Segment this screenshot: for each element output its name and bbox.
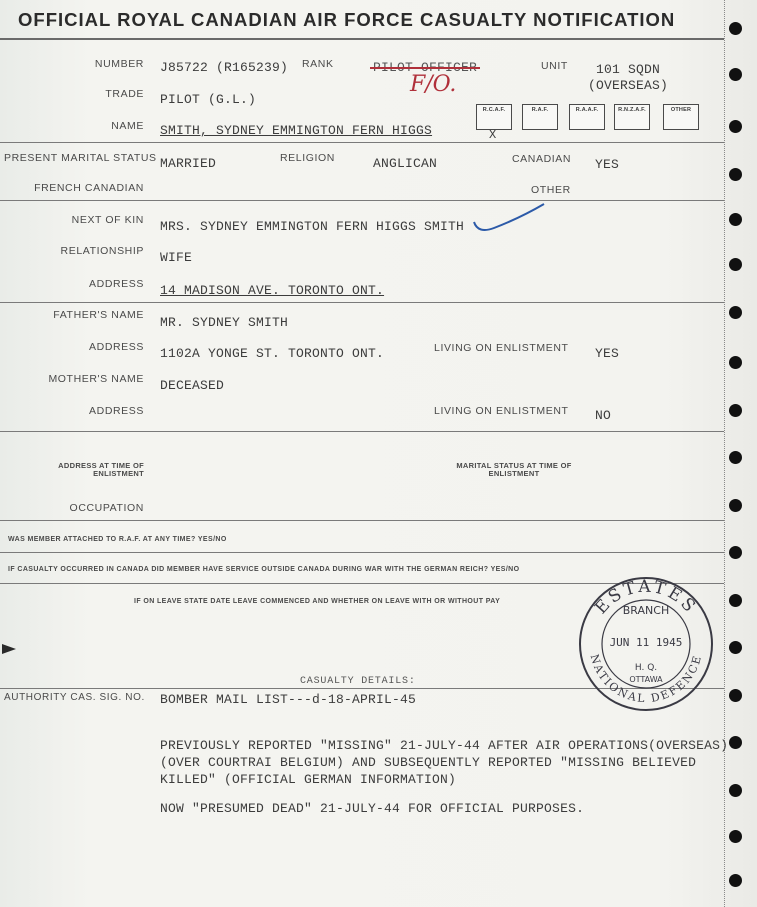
binder-hole — [729, 68, 742, 81]
name-value: SMITH, SYDNEY EMMINGTON FERN HIGGS — [160, 123, 433, 138]
casualty-details-heading: CASUALTY DETAILS: — [300, 676, 416, 687]
perforation-line — [724, 0, 726, 907]
fathers-address-value: 1102A YONGE ST. TORONTO ONT. — [160, 346, 385, 361]
binder-hole — [729, 499, 742, 512]
binder-hole — [729, 22, 742, 35]
religion-value: ANGLICAN — [373, 156, 438, 171]
authority-value: BOMBER MAIL LIST---d-18-APRIL-45 — [160, 692, 417, 707]
mother-living-value: NO — [595, 408, 612, 423]
address-at-enlistment-label: ADDRESS AT TIME OF ENLISTMENT — [58, 461, 144, 478]
canadian-label: CANADIAN — [512, 153, 572, 165]
rank-value: PILOT OFFICER — [373, 60, 478, 75]
binder-hole — [729, 120, 742, 133]
stamp-hq: H. Q. — [634, 663, 658, 673]
name-label: NAME — [111, 120, 144, 132]
binder-hole — [729, 641, 742, 654]
service-box-raaf: R.A.A.F. — [569, 104, 605, 130]
divider — [0, 302, 724, 303]
binder-hole — [729, 830, 742, 843]
divider — [0, 520, 724, 521]
marital-status-value: MARRIED — [160, 156, 217, 171]
marital-status-label: PRESENT MARITAL STATUS — [4, 152, 157, 164]
service-number: J85722 (R165239) — [160, 60, 289, 75]
service-box-raf: R.A.F. — [522, 104, 558, 130]
religion-label: RELIGION — [280, 152, 335, 164]
french-canadian-label: FRENCH CANADIAN — [34, 182, 144, 194]
unit-value-2: (OVERSEAS) — [588, 78, 669, 93]
service-box-other: OTHER — [663, 104, 699, 130]
casualty-in-canada-question: IF CASUALTY OCCURRED IN CANADA DID MEMBER HAVE SERVICE OUTSIDE CANADA DURING WAR WITH THE GERMAN REICH? YES/NO — [8, 566, 520, 573]
stamp-bottom-text: NATIONAL DEFENCE — [587, 652, 705, 706]
binder-hole — [729, 784, 742, 797]
relationship-value: WIFE — [160, 250, 193, 265]
rank-correction: F/O. — [410, 72, 457, 97]
form-title: OFFICIAL ROYAL CANADIAN AIR FORCE CASUALTY NOTIFICATION — [0, 0, 724, 40]
mothers-name-value: DECEASED — [160, 378, 225, 393]
rank-strikethrough — [370, 67, 480, 69]
marital-at-enlistment-label: MARITAL STATUS AT TIME OF ENLISTMENT — [456, 461, 572, 478]
divider — [0, 200, 724, 201]
leave-question: IF ON LEAVE STATE DATE LEAVE COMMENCED AND WHETHER ON LEAVE WITH OR WITHOUT PAY — [134, 598, 501, 605]
service-box-rcaf: R.C.A.F. — [476, 104, 512, 130]
next-of-kin-label: NEXT OF KIN — [71, 214, 144, 226]
stamp-top-text: ESTATES — [591, 576, 701, 619]
relationship-label: RELATIONSHIP — [60, 245, 144, 257]
details-line-1: PREVIOUSLY REPORTED "MISSING" 21-JULY-44 AFTER AIR OPERATIONS(OVERSEAS) — [160, 738, 729, 753]
divider — [0, 431, 724, 432]
unit-label: UNIT — [541, 60, 568, 72]
binder-hole — [729, 213, 742, 226]
service-box-mark: X — [489, 128, 497, 142]
divider — [0, 142, 724, 143]
address-value: 14 MADISON AVE. TORONTO ONT. — [160, 283, 385, 298]
mothers-address-label: ADDRESS — [89, 405, 144, 417]
binder-hole — [729, 689, 742, 702]
trade-value: PILOT (G.L.) — [160, 92, 257, 107]
trade-label: TRADE — [105, 88, 144, 100]
margin-arrow — [2, 644, 16, 654]
address-label: ADDRESS — [89, 278, 144, 290]
binder-hole — [729, 306, 742, 319]
other-label: OTHER — [531, 184, 571, 196]
binder-hole — [729, 594, 742, 607]
binder-hole — [729, 258, 742, 271]
service-box-rnzaf: R.N.Z.A.F. — [614, 104, 650, 130]
fathers-address-label: ADDRESS — [89, 341, 144, 353]
stamp-date: JUN 11 1945 — [609, 636, 683, 649]
details-line-4: NOW "PRESUMED DEAD" 21-JULY-44 FOR OFFICIAL PURPOSES. — [160, 801, 585, 816]
mother-living-label: LIVING ON ENLISTMENT — [434, 405, 569, 417]
fathers-name-value: MR. SYDNEY SMITH — [160, 315, 289, 330]
binder-hole — [729, 546, 742, 559]
next-of-kin-value: MRS. SYDNEY EMMINGTON FERN HIGGS SMITH — [160, 219, 465, 234]
stamp-branch: BRANCH — [622, 604, 670, 617]
pen-checkmark — [470, 200, 550, 234]
raf-attached-question: WAS MEMBER ATTACHED TO R.A.F. AT ANY TIME? YES/NO — [8, 536, 227, 543]
details-line-3: KILLED" (OFFICIAL GERMAN INFORMATION) — [160, 772, 457, 787]
number-label: NUMBER — [94, 58, 144, 70]
rank-label: RANK — [302, 58, 334, 70]
stamp-city: OTTAWA — [629, 675, 663, 684]
details-line-2: (OVER COURTRAI BELGIUM) AND SUBSEQUENTLY REPORTED "MISSING BELIEVED — [160, 755, 697, 770]
fathers-name-label: FATHER'S NAME — [53, 309, 144, 321]
father-living-value: YES — [595, 346, 620, 361]
mothers-name-label: MOTHER'S NAME — [48, 373, 144, 385]
estates-branch-stamp — [576, 574, 716, 714]
binder-hole — [729, 451, 742, 464]
binder-hole — [729, 874, 742, 887]
authority-label: AUTHORITY CAS. SIG. NO. — [4, 692, 145, 703]
binder-hole — [729, 736, 742, 749]
occupation-label: OCCUPATION — [69, 502, 144, 514]
binder-hole — [729, 168, 742, 181]
canadian-value: YES — [595, 157, 620, 172]
divider — [0, 552, 724, 553]
binder-hole — [729, 356, 742, 369]
father-living-label: LIVING ON ENLISTMENT — [434, 342, 569, 354]
binder-hole — [729, 404, 742, 417]
unit-value: 101 SQDN — [596, 62, 661, 77]
